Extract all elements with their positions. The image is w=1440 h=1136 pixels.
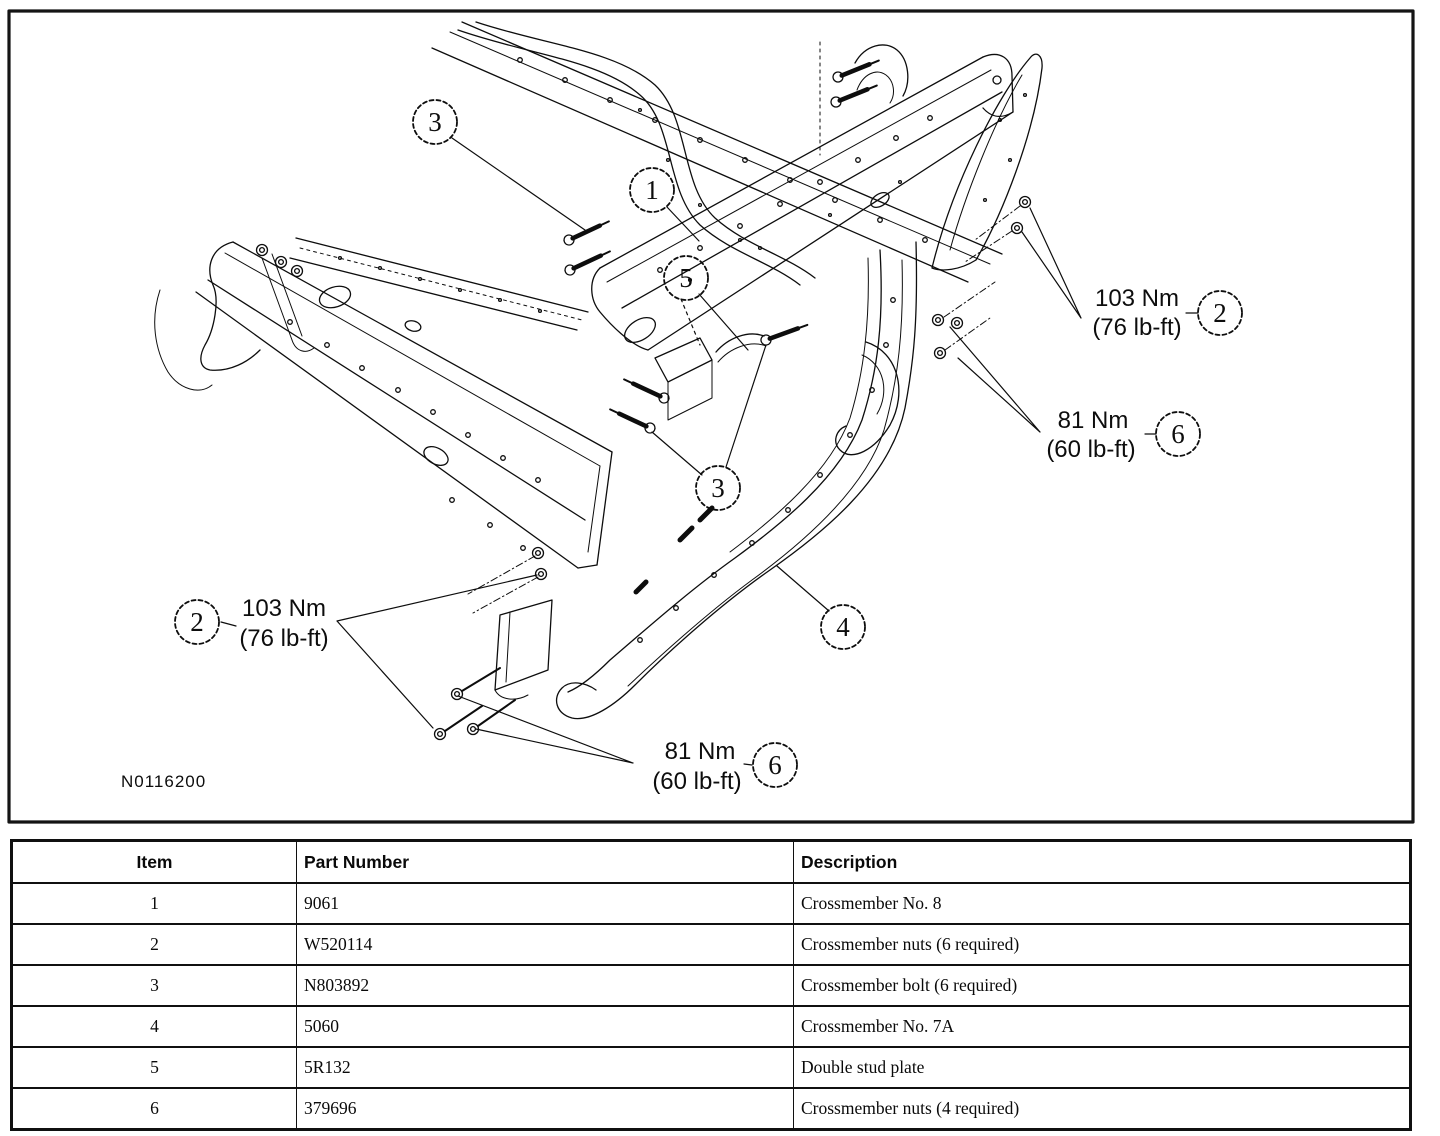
stud-nut (435, 729, 446, 740)
diagram-border (9, 11, 1413, 822)
washer (257, 245, 268, 256)
table-header-row (12, 841, 1411, 884)
part-number-cell: 379696 (297, 1088, 794, 1130)
crossmember-nut (1020, 197, 1031, 208)
callout-2-right (1198, 291, 1242, 335)
svg-text:2: 2 (1213, 298, 1227, 328)
svg-text:103 Nm: 103 Nm (1094, 285, 1180, 312)
crossmember-bolt (608, 405, 657, 435)
svg-text:5: 5 (679, 263, 693, 293)
washer (276, 257, 287, 268)
svg-text:(60 lb-ft): (60 lb-ft) (1046, 436, 1136, 463)
item-cell: 3 (12, 965, 297, 1006)
svg-text:(60 lb-ft): (60 lb-ft) (652, 768, 742, 795)
stud-nut (452, 689, 463, 700)
torque-labels (239, 285, 1181, 795)
svg-text:6: 6 (1171, 419, 1185, 449)
parts-table (10, 839, 1412, 1131)
crossmember-nut (1012, 223, 1023, 234)
item-cell: 4 (12, 1006, 297, 1047)
header-item: Item (12, 841, 297, 884)
stud-nut (952, 318, 963, 329)
crossmember-bolt (562, 217, 611, 247)
svg-text:1: 1 (645, 175, 659, 205)
callout-3-upper (413, 100, 457, 144)
svg-text:103 Nm: 103 Nm (241, 595, 327, 622)
header-part-number: Part Number (297, 841, 794, 884)
mount-brackets (435, 197, 1031, 740)
callout-3-mid (696, 466, 740, 510)
svg-text:81 Nm: 81 Nm (664, 738, 736, 765)
description-cell: Crossmember bolt (6 required) (794, 965, 1411, 1006)
header-description: Description (794, 841, 1411, 884)
callout-4 (821, 605, 865, 649)
callout-1 (630, 168, 674, 212)
svg-text:3: 3 (711, 473, 725, 503)
table-row (12, 924, 1411, 965)
crossmember-7a (557, 242, 995, 719)
description-cell: Crossmember nuts (6 required) (794, 924, 1411, 965)
stud-nut (933, 315, 944, 326)
item-cell: 6 (12, 1088, 297, 1130)
item-cell: 2 (12, 924, 297, 965)
torque-bottom-81 (652, 738, 741, 795)
svg-text:81 Nm: 81 Nm (1057, 407, 1129, 434)
part-number-cell: 5R132 (297, 1047, 794, 1088)
svg-text:2: 2 (190, 607, 204, 637)
description-cell: Double stud plate (794, 1047, 1411, 1088)
description-cell: Crossmember nuts (4 required) (794, 1088, 1411, 1130)
table-row (12, 965, 1411, 1006)
hook-bolt (829, 81, 878, 109)
table-row (12, 1088, 1411, 1130)
table-row (12, 1006, 1411, 1047)
torque-right-103 (1092, 285, 1181, 341)
description-cell: Crossmember No. 8 (794, 883, 1411, 924)
torque-right-81 (1046, 407, 1135, 463)
frame-rails (155, 22, 1002, 568)
svg-text:(76 lb-ft): (76 lb-ft) (239, 625, 329, 652)
crossmember-bolt (760, 320, 809, 346)
svg-text:4: 4 (836, 612, 850, 642)
part-number-cell: W520114 (297, 924, 794, 965)
part-number-cell: 5060 (297, 1006, 794, 1047)
svg-text:6: 6 (768, 750, 782, 780)
callout-5 (664, 256, 708, 300)
callout-6-right (1156, 412, 1200, 456)
stud-nut (935, 348, 946, 359)
svg-text:3: 3 (428, 107, 442, 137)
torque-left-103 (239, 595, 328, 652)
figure-code: N0116200 (121, 772, 207, 791)
description-cell: Crossmember No. 7A (794, 1006, 1411, 1047)
callout-6-bottom (753, 743, 797, 787)
part-number-cell: 9061 (297, 883, 794, 924)
svg-text:(76 lb-ft): (76 lb-ft) (1092, 314, 1182, 341)
item-cell: 5 (12, 1047, 297, 1088)
rivet-holes (288, 58, 928, 551)
callout-2-left (175, 600, 219, 644)
washer (292, 266, 303, 277)
item-cell: 1 (12, 883, 297, 924)
crossmember-bolt (622, 375, 671, 405)
part-number-cell: N803892 (297, 965, 794, 1006)
crossmember-bolt (563, 247, 612, 277)
table-row (12, 1047, 1411, 1088)
table-row (12, 883, 1411, 924)
